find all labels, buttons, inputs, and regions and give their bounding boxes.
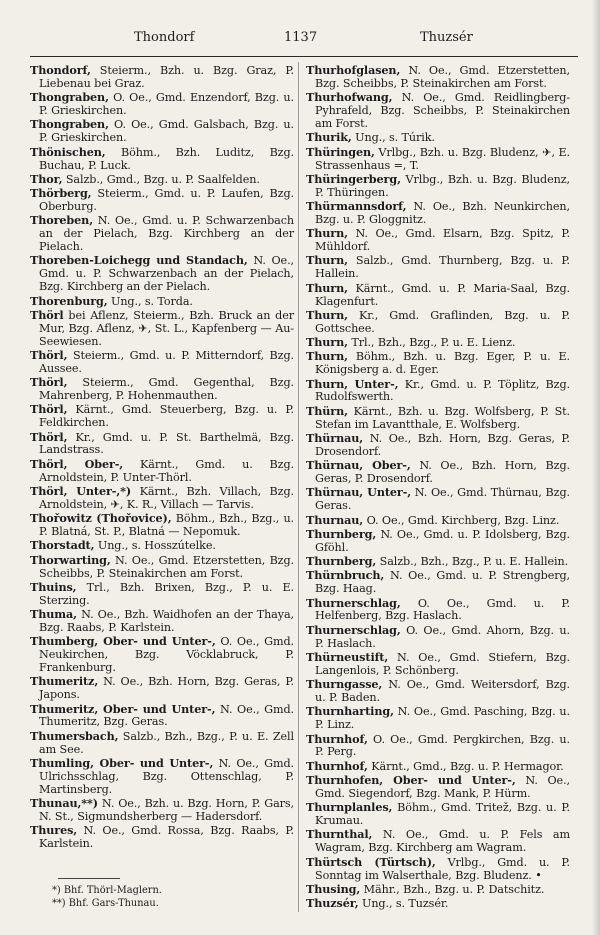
entry-place-name: Thondorf,: [30, 63, 91, 77]
entry-place-name: Thurn,: [306, 335, 348, 350]
header-rule: [30, 56, 578, 57]
entry-details: Mähr., Bzh., Bzg. u. P. Datschitz.: [360, 882, 545, 896]
entry-details: Böhm., Bzh. u. Bzg. Eger, P. u. E. Königsberg a. d. Eger.: [315, 350, 570, 377]
entry-place-name: Thurngasse,: [306, 677, 383, 692]
entry-details: O. Oe., Gmd. Pergkirchen, Bzg. u. P. Perg.: [315, 732, 570, 759]
entry-place-name: Thürnau, Ober-,: [306, 458, 411, 473]
gazetteer-entry: [30, 295, 294, 309]
gazetteer-entry: [306, 309, 570, 336]
entry-details: N. Oe., Bzh. Waidhofen an der Thaya, Bzg. Raabs, P. Karlstein.: [39, 608, 294, 634]
entry-details: Kr., Gmd. Graflinden, Bzg. u. P. Gottschee.: [315, 308, 570, 335]
gazetteer-entry: [30, 608, 294, 635]
gazetteer-entry: [306, 705, 570, 732]
entry-place-name: Thuins,: [30, 579, 77, 594]
gazetteer-entry: [306, 432, 570, 459]
entry-details: N. Oe., Gmd. Stiefern, Bzg. Langenlois, P. Schönberg.: [315, 650, 570, 677]
gazetteer-entry: [30, 376, 294, 403]
gazetteer-entry: [306, 624, 570, 651]
entry-place-name: Thurnplanles,: [306, 800, 393, 815]
entry-details: N. Oe., Gmd. u. P. Schwarzenbach an der Pielach, Bzg. Kirchberg an der Pielach.: [39, 254, 294, 294]
entry-place-name: Thumling, Ober- und Unter-,: [30, 755, 214, 770]
left-column: [30, 64, 294, 852]
entry-details: O. Oe., Gmd. Enzendorf, Bzg. u. P. Grieskirchen.: [39, 91, 294, 118]
entry-details: Böhm., Bzh. Luditz, Bzg. Buchau, P. Luck.: [39, 145, 294, 172]
entry-place-name: Thörl, Ober-,: [30, 456, 124, 471]
entry-details: N. Oe., Gmd. Pasching, Bzg. u. P. Linz.: [315, 705, 570, 732]
gazetteer-entry: [30, 254, 294, 294]
gazetteer-entry: [306, 801, 570, 828]
entry-details: N. Oe., Bzh. Horn, Bzg. Geras, P. Japons.: [39, 675, 294, 702]
gazetteer-entry: [30, 539, 294, 553]
entry-place-name: Thumersbach,: [30, 728, 119, 743]
gazetteer-entry: [306, 733, 570, 760]
entry-details: N. Oe., Gmd. Siegendorf, Bzg. Mank, P. Hürm.: [315, 774, 570, 800]
footnote-rule: [58, 878, 120, 879]
entry-place-name: Thurhofwang,: [306, 90, 393, 105]
gazetteer-entry: [306, 173, 570, 200]
entry-details: O. Oe., Gmd. Ahorn, Bzg. u. P. Haslach.: [315, 623, 570, 650]
entry-details: N. Oe., Gmd. Etzerstetten, Bzg. Scheibbs, P. Steinakirchen am Forst.: [39, 553, 294, 580]
gazetteer-entry: [30, 581, 294, 608]
gazetteer-entry: [30, 757, 294, 797]
gazetteer-entry: [30, 635, 294, 675]
entry-details: Kärnt., Gmd. Steuerberg, Bzg. u. P. Feldkirchen.: [39, 403, 294, 430]
gazetteer-entry: [30, 91, 294, 118]
entry-place-name: Thurnberg,: [306, 554, 377, 569]
entry-details: bei Aflenz, Steierm., Bzh. Bruck an der Mur, Bzg. Aflenz, ✈, St. L., Kapfenberg — Au-Seewiesen.: [39, 308, 294, 348]
entry-place-name: Thongraben,: [30, 90, 109, 105]
gazetteer-entry: [306, 64, 570, 91]
entry-details: N. Oe., Gmd. u. P. Fels am Wagram, Bzg. Kirchberg am Wagram.: [315, 828, 570, 855]
right-column: [306, 64, 570, 911]
entry-details: Vrlbg., Gmd. u. P. Sonntag im Walserthale, Bzg. Bludenz. •: [315, 855, 570, 882]
entry-place-name: Thürn,: [306, 403, 348, 418]
gazetteer-entry: [30, 309, 294, 349]
entry-details: Böhm., Gmd. Tritež, Bzg. u. P. Krumau.: [315, 801, 570, 828]
entry-details: N. Oe., Bzh. Horn, Bzg. Geras, P. Drosendorf.: [315, 431, 570, 458]
page-edge-shadow: [592, 0, 600, 935]
entry-details: Kr., Gmd. u. P. Töplitz, Bzg. Rudolfswerth.: [315, 377, 570, 404]
entry-place-name: Thurhofglasen,: [306, 63, 401, 77]
entry-details: N. Oe., Gmd. Elsarn, Bzg. Spitz, P. Mühldorf.: [315, 227, 570, 254]
entry-details: Kr., Gmd. u. P. St. Barthelmä, Bzg. Landstrass.: [39, 430, 294, 457]
entry-place-name: Thüringerberg,: [306, 171, 401, 186]
header-right-catchword: Thuzsér: [420, 30, 473, 45]
entry-place-name: Thurn,: [306, 280, 348, 295]
entry-details: N. Oe., Gmd. u. P. Idolsberg, Bzg. Gföhl.: [315, 527, 570, 554]
gazetteer-entry: [30, 675, 294, 702]
entry-details: O. Oe., Gmd. u. P. Helfenberg, Bzg. Haslach.: [315, 596, 570, 623]
entry-details: Trl., Bzh. Brixen, Bzg., P. u. E. Sterzing.: [39, 580, 294, 607]
gazetteer-entry: [306, 597, 570, 624]
entry-details: Steierm., Gmd. u. P. Mitterndorf, Bzg. Aussee.: [39, 348, 294, 375]
gazetteer-entry: [306, 336, 570, 350]
gazetteer-entry: [306, 282, 570, 309]
gazetteer-entry: [30, 64, 294, 91]
entry-place-name: Thorstadt,: [30, 538, 95, 553]
entry-details: O. Oe., Gmd. Neukirchen, Bzg. Vöcklabruck, P. Frankenburg.: [39, 635, 294, 675]
entry-place-name: Thurn,: [306, 226, 348, 241]
entry-place-name: Thörberg,: [30, 186, 92, 201]
gazetteer-entry: [306, 131, 570, 145]
entry-place-name: Thurn, Unter-,: [306, 376, 399, 391]
gazetteer-entry: [30, 173, 294, 187]
entry-details: Steierm., Bzh. u. Bzg. Graz, P. Liebenau bei Graz.: [39, 64, 294, 90]
entry-place-name: Thunau,**): [30, 796, 98, 811]
entry-details: Steierm., Gmd. u. P. Laufen, Bzg. Oberburg.: [39, 187, 294, 214]
gazetteer-entry: [306, 528, 570, 555]
entry-place-name: Thürnau, Unter-,: [306, 485, 412, 500]
entry-details: N. Oe., Bzh. Neunkirchen, Bzg. u. P. Gloggnitz.: [315, 200, 570, 226]
entry-details: N. Oe., Gmd. Weitersdorf, Bzg. u. P. Baden.: [315, 678, 570, 705]
gazetteer-entry: [30, 458, 294, 485]
entry-place-name: Thorenburg,: [30, 293, 108, 308]
entry-place-name: Thürnbruch,: [306, 568, 385, 583]
entry-place-name: Thörl,: [30, 347, 68, 362]
page-number: 1137: [284, 30, 318, 45]
entry-place-name: Thörl, Unter-,*): [30, 483, 132, 498]
entry-details: Kärnt., Gmd. u. Bzg. Arnoldstein, P. Unter-Thörl.: [39, 457, 294, 484]
entry-details: N. Oe., Gmd. Etzerstetten, Bzg. Scheibbs, P. Steinakirchen am Forst.: [315, 64, 570, 90]
entry-place-name: Thörl,: [30, 402, 68, 417]
gazetteer-entry: [306, 678, 570, 705]
entry-place-name: Thurnberg,: [306, 526, 377, 541]
gazetteer-entry: [30, 118, 294, 145]
footnote: *) Bhf. Thörl-Maglern.: [52, 885, 162, 896]
entry-details: Kärnt., Gmd., Bzg. u. P. Hermagor.: [367, 759, 564, 773]
entry-details: N. Oe., Gmd. Rossa, Bzg. Raabs, P. Karlstein.: [39, 824, 294, 851]
entry-details: O. Oe., Gmd. Kirchberg, Bzg. Linz.: [363, 513, 560, 527]
gazetteer-entry: [306, 514, 570, 528]
entry-details: Ung., s. Torda.: [107, 294, 193, 308]
gazetteer-entry: [306, 774, 570, 801]
entry-place-name: Thurnhof,: [306, 731, 368, 746]
gazetteer-entry: [306, 146, 570, 173]
entry-details: N. Oe., Gmd. Ulrichsschlag, Bzg. Ottenschlag, P. Martinsberg.: [39, 756, 294, 796]
entry-place-name: Thurn,: [306, 253, 348, 268]
gazetteer-entry: [306, 378, 570, 405]
entry-place-name: Thurnerschlag,: [306, 595, 401, 610]
entry-place-name: Thörl,: [30, 429, 68, 444]
gazetteer-entry: [30, 797, 294, 824]
gazetteer-entry: [30, 824, 294, 851]
gazetteer-entry: [30, 512, 294, 539]
entry-place-name: Thuma,: [30, 607, 77, 622]
entry-details: Salzb., Gmd., Bzg. u. P. Saalfelden.: [62, 172, 260, 186]
entry-details: N. Oe., Gmd. Reidlingberg-Pyhrafeld, Bzg. Scheibbs, P. Steinakirchen am Forst.: [315, 91, 570, 131]
entry-place-name: Thurnau,: [306, 512, 364, 527]
entry-place-name: Thurnhofen, Ober- und Unter-,: [306, 773, 516, 788]
gazetteer-entry: [30, 403, 294, 430]
gazetteer-entry: [30, 431, 294, 458]
gazetteer-entry: [30, 349, 294, 376]
entry-details: Vrlbg., Bzh. u. Bzg. Bludenz, P. Thüringen.: [315, 172, 570, 199]
gazetteer-entry: [306, 883, 570, 897]
entry-details: Ung., s. Túrik.: [351, 131, 435, 145]
entry-place-name: Thorwarting,: [30, 552, 111, 567]
entry-details: N. Oe., Bzh. u. Bzg. Horn, P. Gars, N. St., Sigmundsherberg — Hadersdorf.: [39, 797, 294, 823]
entry-details: Salzb., Gmd. Thurnberg, Bzg. u. P. Hallein.: [315, 254, 570, 281]
entry-details: Vrlbg., Bzh. u. Bzg. Bludenz, ✈, E. Strassenhaus =, T.: [315, 145, 570, 172]
page-header: [30, 28, 570, 48]
entry-details: Steierm., Gmd. Gegenthal, Bzg. Mahrenberg, P. Hohenmauthen.: [39, 376, 294, 403]
entry-place-name: Thor,: [30, 171, 63, 186]
entry-place-name: Thusing,: [306, 881, 361, 896]
gazetteer-entry: [306, 555, 570, 569]
gazetteer-entry: [30, 485, 294, 512]
entry-place-name: Thumeritz, Ober- und Unter-,: [30, 701, 216, 716]
entry-details: Kärnt., Bzh. u. Bzg. Wolfsberg, P. St. Stefan im Lavantthale, E. Wolfsberg.: [315, 404, 570, 431]
entry-details: Böhm., Bzh., Bzg., u. P. Blatná, St. P., Blatná — Nepomuk.: [39, 512, 295, 539]
entry-details: N. Oe., Gmd. u. P. Schwarzenbach an der Pielach, Bzg. Kirchberg an der Pielach.: [39, 214, 294, 254]
footnotes: [52, 884, 272, 910]
entry-place-name: Thurnerschlag,: [306, 622, 401, 637]
entry-details: O. Oe., Gmd. Galsbach, Bzg. u. P. Grieskirchen.: [39, 118, 294, 145]
entry-details: Kärnt., Gmd. u. P. Maria-Saal, Bzg. Klagenfurt.: [315, 281, 570, 308]
gazetteer-entry: [30, 554, 294, 581]
gazetteer-entry: [306, 91, 570, 131]
gazetteer-entry: [306, 227, 570, 254]
entry-place-name: Thurnhof,: [306, 758, 368, 773]
entry-place-name: Thumberg, Ober- und Unter-,: [30, 634, 216, 649]
entry-details: Salzb., Bzh., Bzg., P. u. E. Zell am See.: [39, 729, 294, 756]
gazetteer-entry: [30, 187, 294, 214]
entry-place-name: Thurn,: [306, 349, 348, 364]
entry-place-name: Thurnthal,: [306, 827, 373, 842]
gazetteer-entry: [30, 146, 294, 173]
gazetteer-entry: [30, 730, 294, 757]
entry-place-name: Thörl: [30, 307, 64, 322]
entry-place-name: Thörl,: [30, 375, 68, 390]
gazetteer-entry: [306, 569, 570, 596]
entry-place-name: Thumeritz,: [30, 674, 99, 689]
entry-place-name: Thüringen,: [306, 144, 375, 159]
gazetteer-entry: [306, 254, 570, 281]
entry-place-name: Thořowitz (Thořovice),: [30, 511, 172, 526]
entry-details: Ung., s. Tuzsér.: [358, 897, 449, 911]
entry-place-name: Thoreben,: [30, 213, 94, 228]
gazetteer-entry: [30, 214, 294, 254]
gazetteer-entry: [30, 703, 294, 730]
column-separator: [298, 62, 299, 912]
entry-place-name: Thurnharting,: [306, 704, 394, 719]
entry-place-name: Thürnau,: [306, 430, 364, 445]
header-left-catchword: Thondorf: [134, 30, 195, 45]
gazetteer-entry: [306, 459, 570, 486]
entry-details: N. Oe., Gmd. Thumeritz, Bzg. Geras.: [39, 702, 294, 729]
entry-place-name: Thongraben,: [30, 117, 109, 132]
entry-details: N. Oe., Gmd. u. P. Strengberg, Bzg. Haag.: [315, 569, 570, 596]
gazetteer-entry: [306, 651, 570, 678]
entry-place-name: Thuzsér,: [306, 896, 359, 911]
entry-place-name: Thures,: [30, 823, 78, 838]
gazetteer-entry: [306, 760, 570, 774]
gazetteer-entry: [306, 200, 570, 227]
entry-place-name: Thürtsch (Türtsch),: [306, 854, 436, 869]
gazetteer-entry: [306, 897, 570, 911]
entry-place-name: Thürneustift,: [306, 649, 389, 664]
entry-details: Trl., Bzh., Bzg., P. u. E. Lienz.: [347, 336, 516, 350]
entry-details: Ung., s. Hosszútelke.: [94, 539, 216, 553]
entry-details: N. Oe., Bzh. Horn, Bzg. Geras, P. Drosendorf.: [315, 459, 570, 486]
entry-place-name: Thurn,: [306, 307, 348, 322]
footnote: **) Bhf. Gars-Thunau.: [52, 898, 159, 909]
entry-details: Kärnt., Bzh. Villach, Bzg. Arnoldstein, ✈, K. R., Villach — Tarvis.: [39, 484, 294, 511]
entry-place-name: Thönischen,: [30, 144, 106, 159]
gazetteer-entry: [306, 828, 570, 855]
gazetteer-entry: [306, 856, 570, 883]
gazetteer-entry: [306, 486, 570, 513]
entry-details: N. Oe., Gmd. Thürnau, Bzg. Geras.: [315, 486, 570, 513]
entry-place-name: Thürmannsdorf,: [306, 199, 407, 214]
entry-details: Salzb., Bzh., Bzg., P. u. E. Hallein.: [376, 555, 569, 569]
entry-place-name: Thoreben-Loichegg und Standach,: [30, 253, 248, 268]
entry-place-name: Thurik,: [306, 130, 352, 145]
gazetteer-entry: [306, 350, 570, 377]
gazetteer-entry: [306, 405, 570, 432]
